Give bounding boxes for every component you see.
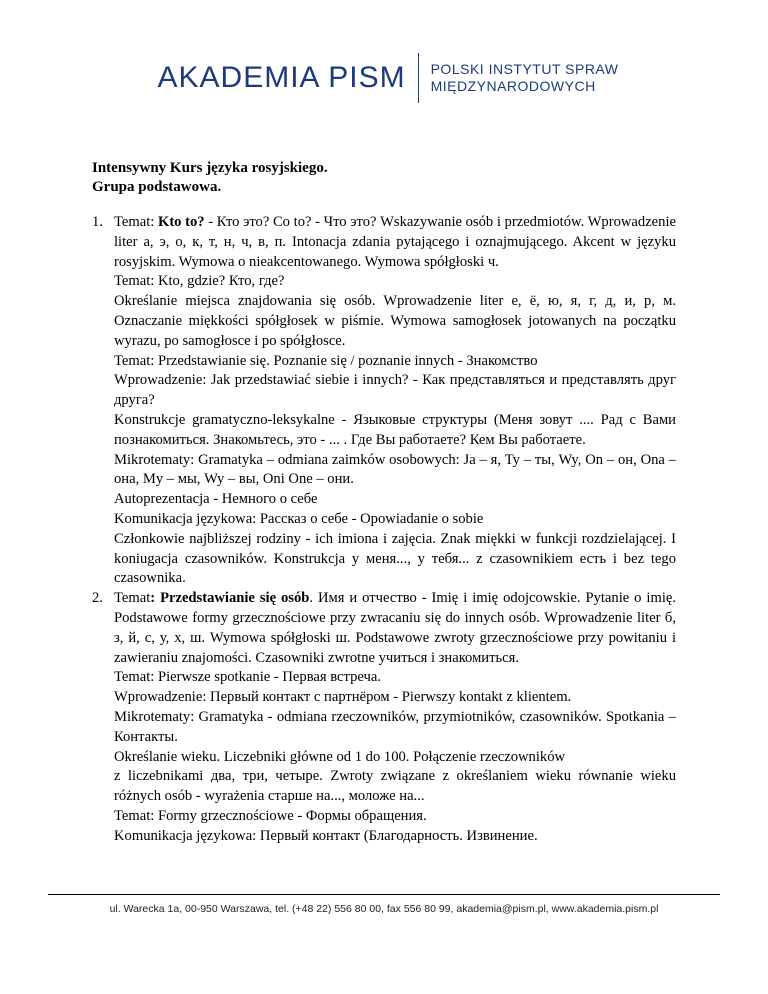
paragraph (114, 688, 676, 708)
document-title (92, 159, 328, 197)
paragraph (114, 213, 676, 272)
paragraph (114, 272, 676, 292)
paragraph-text: Temat: Kto, gdzie? Кто, где? (114, 273, 285, 290)
paragraph (114, 451, 676, 491)
paragraph-text: Mikrotematy: Gramatyka - odmiana rzeczowników, przymiotników, czasowników. Spotkania – Контакты. (114, 708, 676, 745)
topic-bold: : Przedstawianie się osób (150, 590, 310, 607)
list-item-number: 1. (92, 214, 103, 230)
paragraph (114, 490, 676, 510)
syllabus-list (92, 213, 676, 847)
paragraph-text-continued: . Имя и отчество - Imię i imię odojcowskie. Pytanie o imię. Podstawowe formy grzecznościowe przy zwracaniu się do innych osób. Wprowadzenie liter б, з, й, с, у, х, ш. Wymowa spółgłoski ш. Podstawowe zwroty grzecznościowe przy powitaniu i zawieraniu znajomości. Czasowniki zwrotne учиться i знакомиться. (114, 590, 676, 666)
logo-institute-line2: MIĘDZYNARODOWYCH (430, 78, 596, 94)
footer-contact: ul. Warecka 1a, 00-950 Warszawa, tel. (+48 22) 556 80 00, fax 556 80 99, akademia@pism.pl, www.akademia.pism.pl (109, 903, 659, 915)
paragraph-text: Określanie wieku. Liczebniki główne od 1 do 100. Połączenie rzeczowników (114, 748, 566, 765)
paragraph (114, 748, 676, 768)
paragraph (114, 668, 676, 688)
list-item (92, 589, 676, 846)
paragraph (114, 411, 676, 451)
paragraph-text: Komunikacja językowa: Первый контакт (Благодарность. Извинение. (114, 827, 538, 844)
paragraph-text: Temat: Formy grzecznościowe - Формы обращения. (114, 807, 427, 824)
title-group: Grupa podstawowa. (92, 179, 222, 195)
paragraph (114, 352, 676, 372)
paragraph (114, 530, 676, 589)
paragraph-text: Temat: Przedstawianie się. Poznanie się / poznanie innych - Знакомство (114, 352, 538, 369)
paragraph-text: Temat: Pierwsze spotkanie - Первая встреча. (114, 669, 381, 686)
paragraph-text: Temat (114, 590, 151, 607)
paragraph-text: Członkowie najbliższej rodziny - ich imiona i zajęcia. Znak miękki w funkcji rozdzielającej. I koniugacja czasowników. Konstrukcja у меня..., у тебя... z czasownikiem есть i bez tego czasownika. (114, 530, 676, 587)
list-item-number: 2. (92, 590, 103, 607)
paragraph (114, 767, 676, 807)
paragraph-text: z liczebnikami два, три, четыре. Zwroty związane z określaniem wieku równanie wieku różnych osób - wyrażenia старше на..., моложе на... (114, 768, 676, 805)
title-course: Intensywny Kurs języka rosyjskiego. (92, 160, 328, 176)
topic-bold: Kto to? (157, 214, 205, 230)
list-item (92, 213, 676, 589)
paragraph-text: Temat: (114, 214, 158, 230)
paragraph (114, 510, 676, 530)
paragraph (114, 708, 676, 748)
footer-divider (48, 894, 720, 895)
paragraph (114, 292, 676, 351)
paragraph (114, 807, 676, 827)
paragraph-text: Mikrotematy: Gramatyka – odmiana zaimków osobowych: Ja – я, Ty – ты, Wy, On – он, Ona – она, My – мы, Wy – вы, Oni One – они. (114, 451, 676, 488)
logo-institute-name (427, 61, 619, 95)
paragraph-text: Komunikacja językowa: Рассказ о себе - Opowiadanie o sobie (114, 510, 484, 527)
paragraph (114, 827, 676, 847)
paragraph-text: Określanie miejsca znajdowania się osób. Wprowadzenie liter е, ё, ю, я, г, д, и, р, м. Oznaczanie miękkości spółgłosek w piśmie. Wymowa samogłosek jotowanych na początku wyrazu, po samogłosce i po spółgłosce. (114, 293, 676, 349)
paragraph (114, 589, 676, 668)
logo-divider (418, 53, 419, 103)
paragraph-text: Wprowadzenie: Первый контакт с партнёром - Pierwszy kontakt z klientem. (114, 689, 572, 706)
paragraph-text: Konstrukcje gramatyczno-leksykalne - Языковые структуры (Меня зовут .... Рад с Вами познакомиться. Знакомьтесь, это - ... . Где Вы работаете? Кем Вы работаете. (114, 411, 676, 448)
paragraph-text: Wprowadzenie: Jak przedstawiać siebie i innych? - Как представляться и представлять друг друга? (114, 372, 676, 409)
logo-akademia-pism: AKADEMIA PISM (157, 61, 406, 94)
paragraph-text: Autoprezentacja - Немного о себе (114, 491, 318, 508)
paragraph-text-continued: - Кто это? Co to? - Что это? Wskazywanie osób i przedmiotów. Wprowadzenie liter а, э, о, к, т, н, ч, в, п. Intonacja zdania pytającego i oznajmującego. Akcent w języku rosyjskim. Wymowa o nieakcentowanego. Wymowa spółgłoski ч. (114, 214, 676, 270)
paragraph (114, 371, 676, 411)
header-logo (0, 48, 768, 108)
logo-institute-line1: POLSKI INSTYTUT SPRAW (430, 61, 619, 77)
